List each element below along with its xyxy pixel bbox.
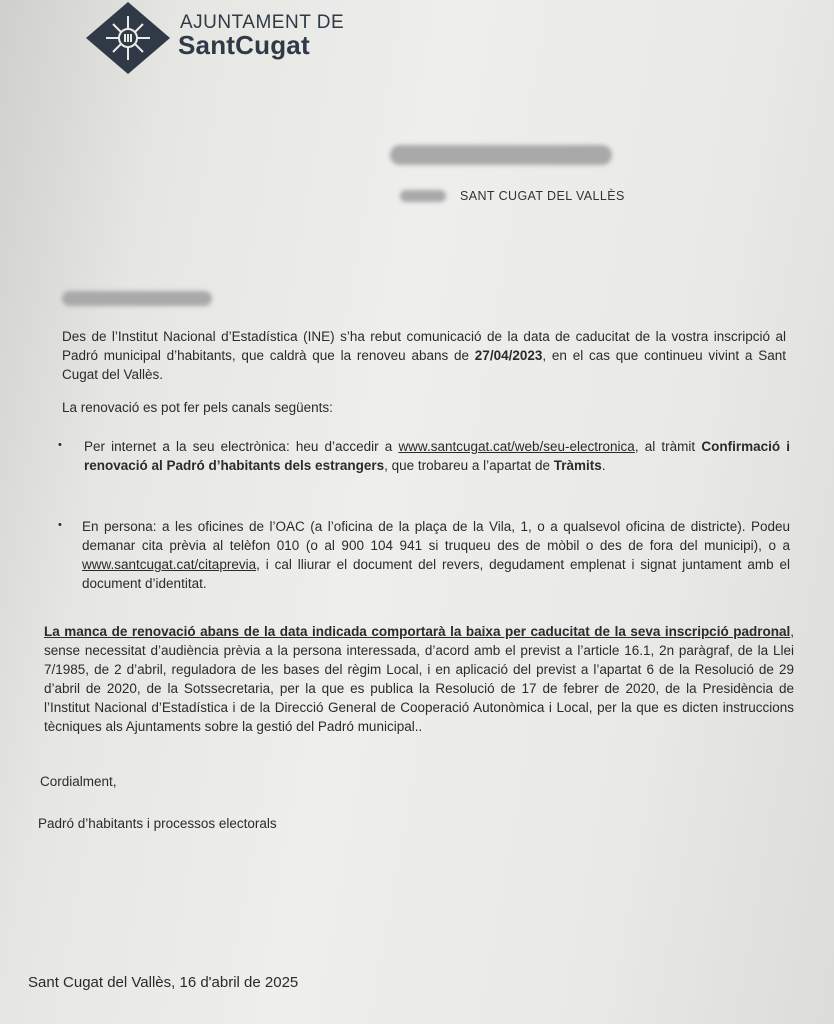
recipient-city: SANT CUGAT DEL VALLÈS (460, 189, 625, 203)
para1-text-start: Des de l’Institut Nacional d’Estadística (INE) s’ha rebut comunicació de la data de caducitat de la vostra inscripció al Padró municipal d’habitants, que caldrà que la renoveu abans de (62, 329, 786, 363)
logo-text-line2: SantCugat (178, 30, 310, 60)
paragraph-expiry-notice (62, 327, 786, 384)
expiry-date: 27/04/2023 (474, 348, 543, 363)
consequence-warning: La manca de renovació abans de la data indicada comportarà la baixa per caducitat de la seva inscripció padronal (44, 624, 791, 639)
redacted-recipient-name (390, 145, 612, 165)
b1-text-d: . (601, 458, 606, 473)
legal-basis-text: , sense necessitat d’audiència prèvia a la persona interessada, d’acord amb el previst a l’article 16.1, 2n paràgraf, de la Llei 7/1985, de 2 d’abril, reguladora de les bases del règim Local, i en aplicació del previst a l’apartat 6 de la Resolució de 29 d’abril de 2020, de la Sotssecretaria, per la que es publica la Resolució de 17 de febrer de 2020, de la Presidència de l’Institut Nacional d’Estadística i de la Direcció General de Cooperació Autonòmica i Local, per la que es dicten instruccions tècniques als Ajuntaments sobre la gestió del Padró municipal.. (44, 624, 794, 734)
letter-date: Sant Cugat del Vallès, 16 d'abril de 2025 (28, 974, 299, 991)
b2-text-b: , i cal lliurar el document del revers, degudament emplenat i signat juntament amb el document d’identitat. (82, 557, 790, 591)
bullet-online: • (58, 439, 62, 451)
channels-intro: La renovació es pot fer pels canals següents: (62, 400, 333, 415)
logo-text-line1: AJUNTAMENT DE (180, 12, 345, 33)
procedure-name: Confirmació i renovació al Padró d’habitants dels estrangers (84, 439, 791, 473)
redacted-postal-code (400, 190, 446, 202)
signing-department: Padró d’habitants i processos electorals (38, 816, 277, 831)
b1-text-a: Per internet a la seu electrònica: heu d’accedir a (84, 439, 399, 454)
paragraph-consequence (44, 622, 794, 736)
channel-in-person (82, 517, 790, 593)
cita-previa-link[interactable]: www.santcugat.cat/citaprevia (82, 557, 257, 572)
b2-text-a: En persona: a les oficines de l’OAC (a l’oficina de la plaça de la Vila, 1, o a qualsevol oficina de districte). Podeu demanar cita prèvia al telèfon 010 (o al 900 104 941 si truqueu des de mòbil o des de fora del municipi), o a (82, 519, 790, 553)
closing-greeting: Cordialment, (40, 774, 117, 789)
para1-text-end: , en el cas que continueu vivint a Sant Cugat del Vallès. (62, 348, 786, 382)
b1-text-c: , que trobareu a l’apartat de (384, 458, 554, 473)
tramits-section: Tràmits (553, 458, 602, 473)
sant-cugat-logo-icon (86, 2, 170, 74)
channel-online (84, 437, 790, 475)
redacted-salutation (62, 291, 212, 306)
bullet-in-person: • (58, 519, 62, 531)
seu-electronica-link[interactable]: www.santcugat.cat/web/seu-electronica (398, 439, 635, 454)
b1-text-b: , al tràmit (634, 439, 702, 454)
